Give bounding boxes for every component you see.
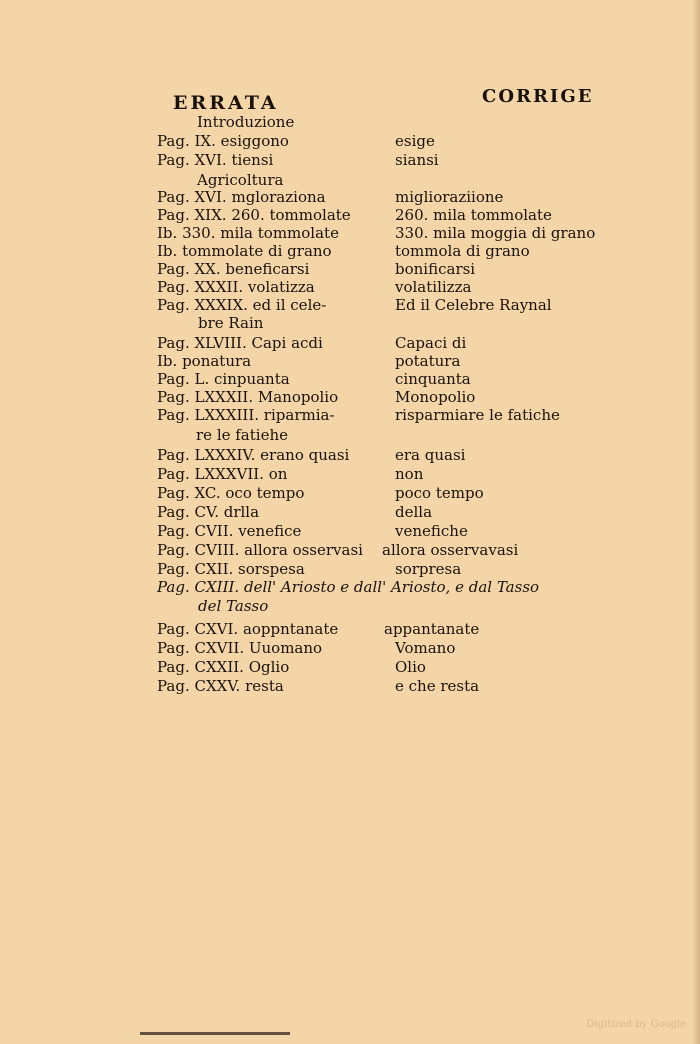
errata-heading: ERRATA [173,92,279,114]
erratum-row: Pag. L. cinpuanta cinquanta [157,370,471,388]
erratum-row: Pag. CXVII. Uuomano Vomano [157,639,456,657]
erratum-row: Pag. CXVI. aoppntanate appantanate [157,620,480,638]
section-title-agricoltura: Agricoltura [197,171,284,189]
section-title-intro: Introduzione [197,113,295,131]
erratum-row: Pag. XVI. mgloraziona miglioraziione [157,188,504,206]
erratum-row-continued: bre Rain [198,314,264,332]
erratum-row-wide: Pag. CXIII. dell' Ariosto e dall' Ariosto, e dal Tasso [157,578,540,596]
erratum-row: Pag. CVIII. allora osservasi allora osservavasi [157,541,519,559]
erratum-row: Ib. tommolate di grano tommola di grano [157,242,530,260]
erratum-row: Pag. LXXXIV. erano quasi era quasi [157,446,466,464]
erratum-row: Pag. IX. esiggono esige [157,132,435,150]
erratum-row: Pag. CVII. venefice venefiche [157,522,468,540]
bottom-rule [140,1032,290,1035]
erratum-row-continued: del Tasso [198,597,269,615]
erratum-row: Pag. XLVIII. Capi acdi Capaci di [157,334,467,352]
watermark: Digitized by Google [586,1019,686,1030]
erratum-row: Pag. CV. drlla della [157,503,433,521]
erratum-row: Pag. CXII. sorspesa sorpresa [157,560,462,578]
erratum-row: Ib. ponatura potatura [157,352,461,370]
page-edge-shadow [692,0,700,1044]
corrige-heading: CORRIGE [482,86,594,107]
erratum-row: Pag. XVI. tiensi siansi [157,151,439,169]
erratum-row: Pag. LXXXIII. riparmia- risparmiare le fatiche [157,406,560,424]
erratum-row: Pag. XC. oco tempo poco tempo [157,484,484,502]
erratum-row: Pag. CXXV. resta e che resta [157,677,480,695]
erratum-row-continued: re le fatiehe [196,426,288,444]
erratum-row: Pag. XXXIX. ed il cele- Ed il Celebre Raynal [157,296,552,314]
erratum-row: Pag. CXXII. Oglio Olio [157,658,426,676]
erratum-row: Pag. LXXXVII. on non [157,465,424,483]
erratum-row: Pag. XXXII. volatizza volatilizza [157,278,472,296]
erratum-row: Pag. LXXXII. Manopolio Monopolio [157,388,476,406]
erratum-row: Ib. 330. mila tommolate 330. mila moggia di grano [157,224,596,242]
erratum-row: Pag. XX. beneficarsi bonificarsi [157,260,476,278]
erratum-row: Pag. XIX. 260. tommolate 260. mila tommolate [157,206,552,224]
